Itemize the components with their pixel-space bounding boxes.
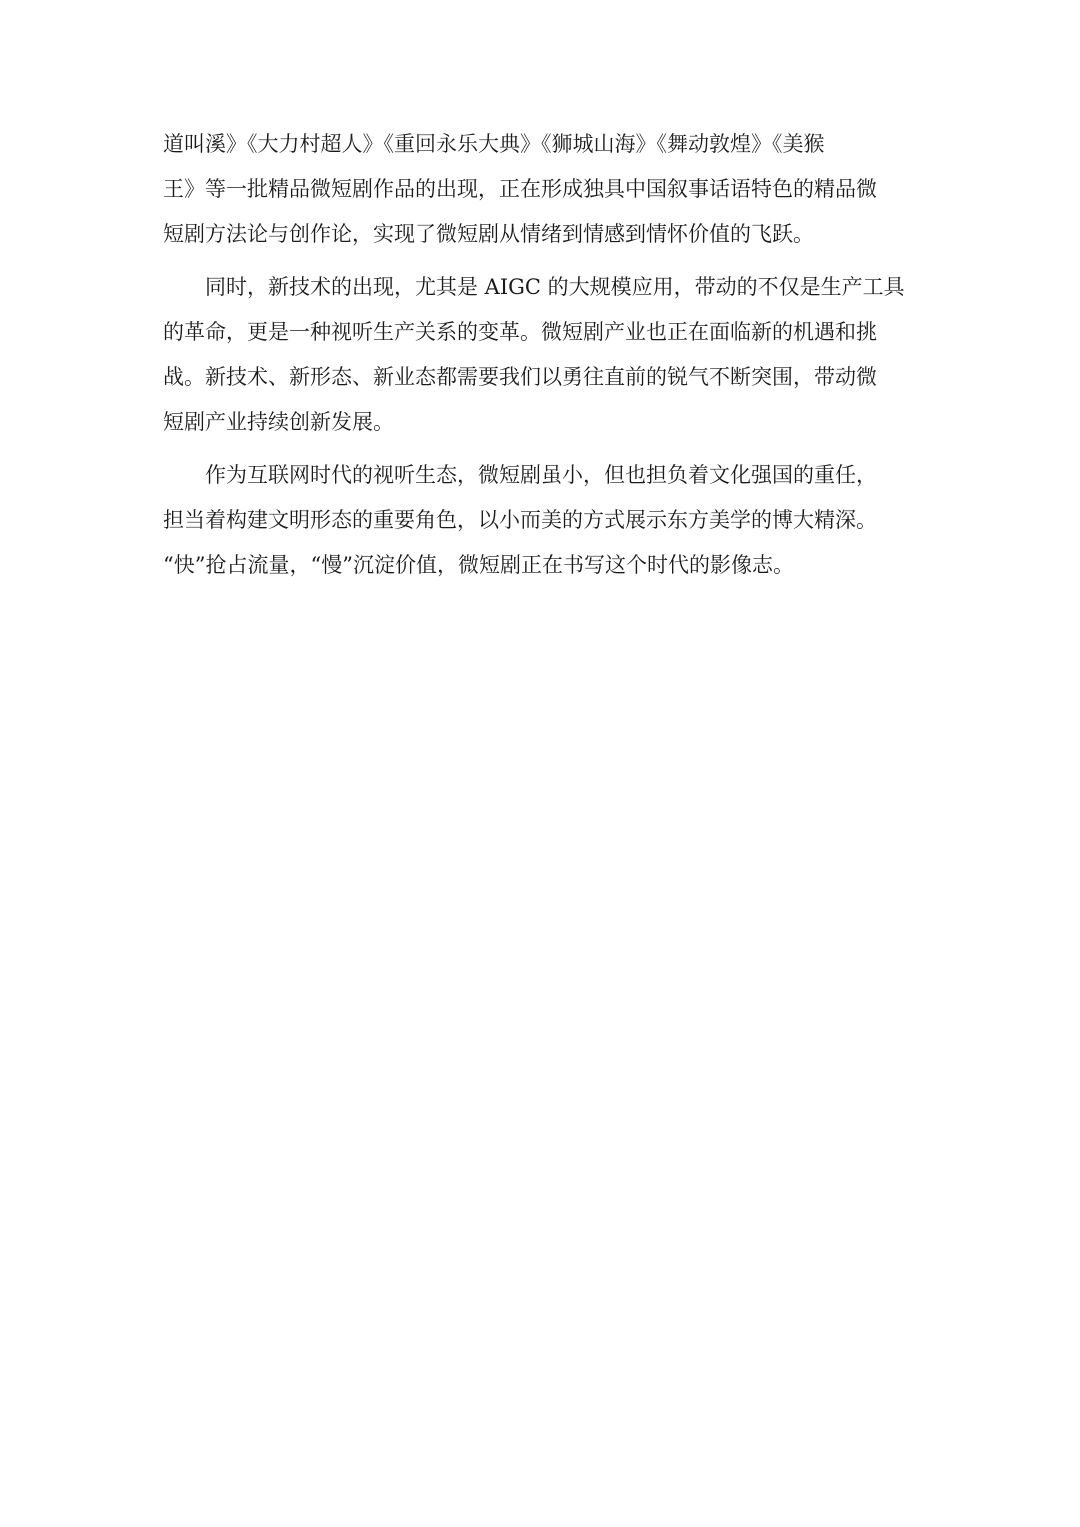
paragraph-3 (163, 453, 913, 588)
paragraph-1 (163, 122, 913, 257)
paragraph-line: 担当着构建文明形态的重要角色，以小而美的方式展示东方美学的博大精深。 (163, 508, 877, 532)
paragraph-line: “快”抢占流量，“慢”沉淀价值，微短剧正在书写这个时代的影像志。 (163, 553, 794, 577)
paragraph-line: 战。新技术、新形态、新业态都需要我们以勇往直前的锐气不断突围，带动微 (163, 365, 877, 389)
paragraph-line: 的革命，更是一种视听生产关系的变革。微短剧产业也正在面临新的机遇和挑 (163, 320, 877, 344)
paragraph-line: 短剧产业持续创新发展。 (163, 410, 394, 434)
article-body (163, 122, 913, 588)
paragraph-2 (163, 265, 913, 445)
paragraph-line: 王》等一批精品微短剧作品的出现，正在形成独具中国叙事话语特色的精品微 (163, 177, 877, 201)
paragraph-line: 短剧方法论与创作论，实现了微短剧从情绪到情感到情怀价值的飞跃。 (163, 222, 814, 246)
paragraph-line: 道叫溪》《大力村超人》《重回永乐大典》《狮城山海》《舞动敦煌》《美猴 (163, 132, 825, 156)
paragraph-line: 同时，新技术的出现，尤其是 AIGC 的大规模应用，带动的不仅是生产工具 (205, 275, 905, 299)
paragraph-line: 作为互联网时代的视听生态，微短剧虽小，但也担负着文化强国的重任， (205, 463, 877, 487)
